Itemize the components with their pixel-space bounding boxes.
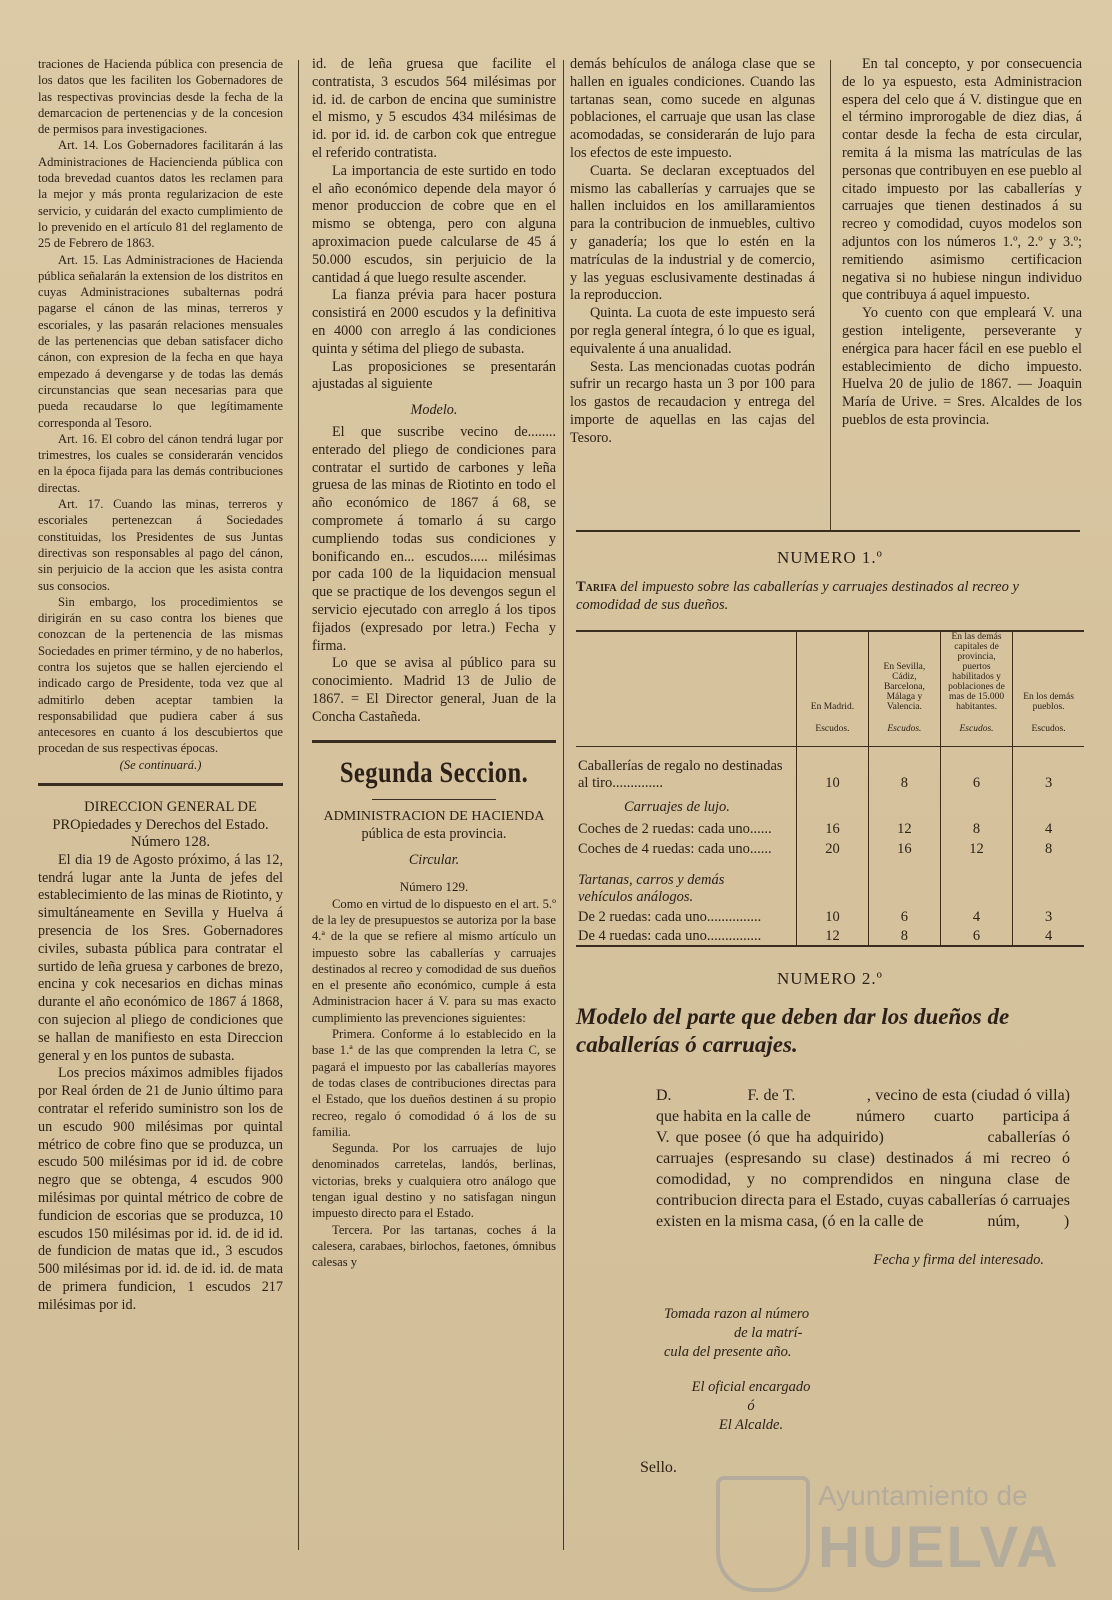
paragraph: Cuarta. Se declaran exceptuados del mismo las caballerías y carruajes que se hallen incluidos en los amillaramientos para la contribucion de inmuebles, cultivo y ganadería; los que lo estén en la matrículas de la industrial y de comercio, y las yeguas esclusivamente destinadas á la reproduccion.: [570, 162, 815, 304]
paragraph: id. de leña gruesa que facilite el contratista, 3 escudos 564 milésimas por id. id. de carbon de encina que suministre el mismo, y 5 escudos 434 milésimas de id. por id. id. de carbon cok que entregue el referido contratista.: [312, 56, 556, 161]
value-cell: 16: [868, 838, 940, 858]
unit-cell: Escudos.: [940, 712, 1012, 746]
header-cell: En las demás capitales de provincia, puertos habilitados y poblaciones de mas de 15.000 habitantes.: [940, 632, 1012, 712]
table-row: [576, 926, 1084, 946]
numero-2-title: NUMERO 2.º: [777, 969, 883, 988]
value-cell: 4: [1013, 816, 1084, 838]
paragraph: Lo que se avisa al público para su conocimiento. Madrid 13 de Julio de 1867. = El Director general, Juan de la Concha Castañeda.: [312, 655, 556, 725]
value-cell: 3: [1013, 746, 1084, 792]
column-rule-3: [830, 60, 831, 530]
continued-note: (Se continuará.): [119, 757, 202, 772]
tomada-line: cula del presente año.: [664, 1344, 792, 1360]
value-cell: 8: [940, 816, 1012, 838]
value-cell: 10: [797, 746, 869, 792]
tomada-razon-block: [664, 1305, 1084, 1362]
paragraph: El dia 19 de Agosto próximo, á las 12, tendrá lugar ante la Junta de jefes del establecimiento de las minas de Riotinto, y simultáneamente en Sevilla y Huelva á presencia de los Sres. Gobernadores civiles, subasta pública para contratar el surtido de leña gruesa y carbones de brezo, encina y cok necesarios en dichas minas durante el año económico de 1867 á 1868, con sujecion al pliego de condiciones que se hallan de manifiesto en esta Direccion general y en los puntos de subasta.: [38, 851, 283, 1064]
row-label: Carruajes de lujo.: [624, 799, 730, 815]
row-label: Tartanas, carros y demás vehículos análogos.: [578, 872, 725, 905]
header-cell: En los demás pueblos.: [1013, 632, 1084, 712]
circular-heading: Circular.: [408, 852, 460, 869]
numero-1-title: NUMERO 1.º: [777, 548, 883, 567]
divider: [38, 783, 283, 786]
oficial-line: El Alcalde.: [718, 1417, 784, 1433]
row-label: De 2 ruedas: cada uno...............: [578, 909, 762, 925]
table-row: [576, 746, 1084, 792]
value-cell: 4: [940, 906, 1012, 926]
paragraph: Art. 17. Cuando las minas, terreros y escoriales pertenezcan á Sociedades constituidas, los Presidentes de sus Juntas directivas son responsables al pago del cánon, sin perjuicio de la accion que les asista contra sus consocios.: [38, 497, 283, 593]
paragraph: El que suscribe vecino de........ enterado del pliego de condiciones para contratar el surtido de carbones y leña gruesa de las minas de Riotinto en todo el año económico de 1867 á 68, se compromete á tomarlo á su cargo cumpliendo todas sus condiciones y bonificando en... escudos..... milésimas por cada 100 de la liquidacion mensual que se practique de los devengos segun el servicio ejecutado con arreglo á los tipos fijados (expresado por letra.) Fecha y firma.: [312, 423, 556, 654]
paragraph: traciones de Hacienda pública con presencia de los datos que les faciliten los Gobernadores de las respectivas provincias desde la fecha de la demarcacion de pertenencias y de la concesion de permisos para investigaciones.: [38, 57, 283, 137]
form-text: D. F. de T. , vecino de esta (ciudad ó villa) que habita en la calle de número cuarto participa á V. que posee (ó que ha adquirido) caballerías ó carruajes (espresando su clase) destinados á mi recreo ó comodidad, y no comprendidos en ninguna clase de contribucion directa para el Estado, cuyas caballerías ó carruajes existen en la misma casa, (ó en la calle de núm, ): [656, 1087, 1074, 1230]
paragraph: Las proposiciones se presentarán ajustadas al siguiente: [312, 358, 556, 393]
sello: Sello.: [640, 1459, 677, 1476]
paragraph: Los precios máximos admibles fijados por Real órden de 21 de Junio último para contratar el referido suministro son los de un escudo 900 milésimas por quintal métrico de cobre fino que se produzca, un escudo 500 milésimas por id id. de cobre negro que se obtenga, 4 escudos 900 milésimas por quintal métrico de cobre de fundicion de escorias que se produzca, 10 escudos 150 milésimas por id. id. de id id. de fundicion de matas que id., 3 escudos 500 milésimas por id. id. de id. id. de mata de primera fundicion, 1 escudos 217 milésimas por id.: [38, 1065, 283, 1313]
oficial-line: ó: [747, 1398, 755, 1414]
paragraph: En tal concepto, y por consecuencia de lo ya espuesto, esta Administracion espera del celo que á V. distingue que en el término improrogable de diez dias, á contar desde la fecha de esta circular, remita á la misma las matrículas de las personas que contribuyen en ese pueblo al citado impuesto por las caballerías y carruajes que tienen destinados á su recreo y comodidad, cuyos modelos son adjuntos con los números 1.º, 2.º y 3.º; remitiendo asimismo certificacion negativa si no hubiese ningun individuo que contribuya á aquel impuesto.: [842, 56, 1082, 304]
numero-128: Número 128.: [130, 834, 211, 851]
divider: [576, 530, 1080, 532]
row-label: Caballerías de regalo no destinadas al tiro..............: [578, 758, 783, 791]
oficial-block: [676, 1378, 826, 1435]
row-label: De 4 ruedas: cada uno...............: [578, 928, 762, 944]
value-cell: 20: [797, 838, 869, 858]
table-row: [576, 906, 1084, 926]
numero-1-block: [576, 548, 1084, 1477]
column-4: [842, 56, 1082, 430]
paragraph: Art. 14. Los Gobernadores facilitarán á las Administraciones de Haciencienda pública con toda brevedad cuantos datos les reclamen para la mejor y más pronta regularizacion de este servicio, y cuidarán del exacto cumplimiento de lo prevenido en el artículo 81 del reglamento de 25 de Febrero de 1863.: [38, 138, 283, 251]
value-cell: 6: [868, 906, 940, 926]
section-title: Segunda Seccion.: [339, 756, 529, 790]
column-1: [38, 56, 283, 1315]
admin-subtitle: pública de esta provincia.: [361, 826, 507, 843]
table-row: [576, 792, 1084, 816]
tarifa-caption: [576, 578, 1084, 614]
table-row: [576, 816, 1084, 838]
value-cell: 8: [1013, 838, 1084, 858]
table-row: [576, 838, 1084, 858]
tomada-line: Tomada razon al número: [664, 1306, 810, 1322]
direccion-title: DIRECCION GENERAL DE PROpiedades y Derechos del Estado.: [52, 799, 269, 834]
paragraph: Primera. Conforme á lo establecido en la base 1.ª de las que comprenden la letra C, se pagará el impuesto por las caballerías mayores de todas clases de contribuciones directas para el Estado, que los dueños destinen á su propio recreo, regalo ó comodidad ó á los de su familia.: [312, 1027, 556, 1139]
column-rule-1: [298, 60, 299, 1550]
header-cell: En Sevilla, Cádiz, Barcelona, Málaga y Valencia.: [868, 632, 940, 712]
fecha-firma: Fecha y firma del interesado.: [873, 1252, 1044, 1268]
paragraph: Sesta. Las mencionadas cuotas podrán sufrir un recargo hasta un 3 por 100 para los gastos de recaudacion y entrega del importe de aquellas en las cajas del Tesoro.: [570, 358, 815, 446]
value-cell: 8: [868, 746, 940, 792]
coat-of-arms-icon: [716, 1476, 810, 1592]
oficial-line: El oficial encargado: [691, 1379, 811, 1395]
value-cell: 6: [940, 746, 1012, 792]
paragraph: Art. 15. Las Administraciones de Hacienda pública señalarán la extension de los distritos en cuyas Administraciones subalternas podrá pagarse el cánon de las minas, terreros y escoriales, y las pasarán relaciones mensuales de las pertenencias que deban satisfacer dicho cánon, con expresion de la fecha en que haya empezado á devengarse y de todas las demás circunstancias que sean necesarias para que pueda recaudarse lo que legítimamente corresponda al Tesoro.: [38, 252, 283, 430]
tarifa-word: Tarifa: [576, 579, 617, 595]
watermark-line: HUELVA: [818, 1515, 1060, 1580]
value-cell: 3: [1013, 906, 1084, 926]
unit-cell: Escudos.: [797, 712, 869, 746]
value-cell: 6: [940, 926, 1012, 946]
paragraph: Como en virtud de lo dispuesto en el art. 5.º de la ley de presupuestos se autoriza por la base 4.ª de la que se refiere al mismo artículo un impuesto sobre las caballerías y carruajes destinados al recreo y comodidad de sus dueños en el presente año económico, cumple á esta Administracion hacer á V. para su mas exacto cumplimiento las prevenciones siguientes:: [312, 896, 556, 1025]
row-label: Coches de 2 ruedas: cada uno......: [578, 821, 772, 837]
paragraph: Sin embargo, los procedimientos se dirigirán en su caso contra los bienes que conozcan de la pertenencia de las mismas Sociedades en primer término, y de no haberlos, contra los sujetos que se hallen ejerciendo el indicado cargo de Presidente, toda vez que al admitirlo deben aceptar tambien la responsabilidad que pudiera caber á sus antecesores en cuanto á los descubiertos que procedan de sus respectivas épocas.: [38, 594, 283, 756]
paragraph: Tercera. Por las tartanas, coches á la calesera, carabaes, birlochos, faetones, ómnibus calesas y: [312, 1222, 556, 1270]
watermark: [706, 1470, 1086, 1590]
value-cell: 16: [797, 816, 869, 838]
paragraph: La importancia de este surtido en todo el año económico depende dela mayor ó menor produccion de cobre que en el mismo se obtenga, pero con alguna aproximacion puede calcularse de 45 á 50.000 escudos, sin perjuicio de la cantidad á que luego resulte ascender.: [312, 162, 556, 286]
paragraph: Segunda. Por los carruajes de lujo denominados carretelas, landós, berlinas, victorias, breks y cualquiera otro análogo que tengan igual destino y no satisfagan ningun impuesto directo para el Estado.: [312, 1141, 556, 1221]
row-label: Coches de 4 ruedas: cada uno......: [578, 841, 772, 857]
unit-cell: Escudos.: [868, 712, 940, 746]
paragraph: Quinta. La cuota de este impuesto será por regla general íntegra, ó lo que es igual, equivalente á una anualidad.: [570, 305, 815, 357]
tarifa-text: del impuesto sobre las caballerías y carruajes destinados al recreo y comodidad de sus dueños.: [576, 579, 1019, 613]
paragraph: Art. 16. El cobro del cánon tendrá lugar por trimestres, los cuales se considerarán vencidos en la época fijada para las demás contribuciones directas.: [38, 431, 283, 495]
column-2: [312, 56, 556, 1271]
value-cell: 12: [868, 816, 940, 838]
value-cell: 12: [797, 926, 869, 946]
value-cell: 12: [940, 838, 1012, 858]
value-cell: 10: [797, 906, 869, 926]
paragraph: La fianza prévia para hacer postura consistirá en 2000 escudos y la definitiva en 4000 con arreglo á las condiciones quinta y sétima del pliego de subasta.: [312, 287, 556, 357]
model-title: Modelo del parte que deben dar los dueños de caballerías ó carruajes.: [576, 1004, 1010, 1057]
unit-cell: Escudos.: [1013, 712, 1084, 746]
divider: [312, 740, 556, 743]
admin-title: ADMINISTRACION DE HACIENDA: [323, 809, 545, 825]
column-rule-2: [563, 60, 564, 1550]
table-row: [576, 858, 1084, 906]
tarifa-table: [576, 632, 1084, 947]
numero-129: Número 129.: [399, 878, 469, 894]
column-3: [570, 56, 815, 448]
divider: [372, 799, 496, 800]
paragraph: demás behículos de análoga clase que se hallen en iguales condiciones. Cuando las tartanas sean, como sucede en algunas poblaciones, el carruaje que usan las clase acomodadas, se considerarán de lujo para los efectos de este impuesto.: [570, 56, 815, 161]
value-cell: 4: [1013, 926, 1084, 946]
watermark-line: Ayuntamiento de: [818, 1480, 1028, 1511]
tomada-line: de la matrí-: [734, 1325, 803, 1341]
value-cell: 8: [868, 926, 940, 946]
modelo-heading: Modelo.: [410, 402, 458, 419]
paragraph: Yo cuento con que empleará V. una gestion inteligente, perseverante y enérgica para hacer fácil en ese pueblo el establecimiento de dicho impuesto. Huelva 20 de julio de 1867. — Joaquin María de Urive. = Sres. Alcaldes de los pueblos de esta provincia.: [842, 305, 1082, 428]
header-cell: En Madrid.: [797, 632, 869, 712]
